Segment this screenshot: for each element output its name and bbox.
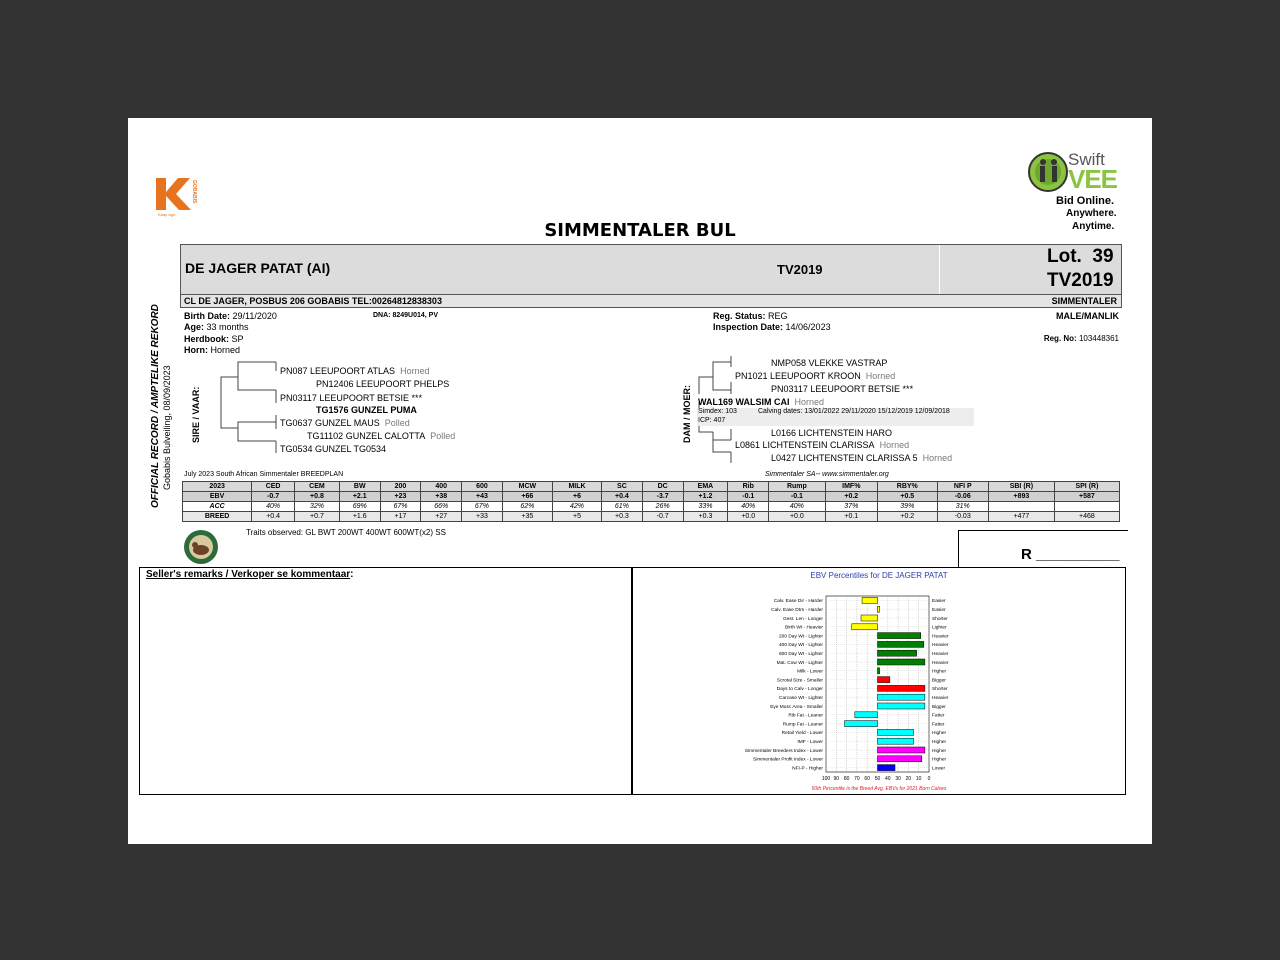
ebv-cell: +587 bbox=[1054, 492, 1119, 502]
society-seal-icon bbox=[183, 529, 219, 565]
ebv-cell: +1.2 bbox=[683, 492, 728, 502]
ebv-cell: 33% bbox=[683, 502, 728, 512]
percentile-bar bbox=[878, 606, 880, 612]
ebv-cell: -0.06 bbox=[937, 492, 988, 502]
ebv-cell: ACC bbox=[183, 502, 252, 512]
trait-label-left: Milk - Lower bbox=[797, 669, 823, 675]
ebv-cell: +0.0 bbox=[728, 512, 769, 522]
sire-sire: PN12406 LEEUPOORT PHELPS bbox=[316, 379, 450, 389]
trait-label-left: Calv. Ease Dtrs - Harder bbox=[771, 608, 823, 613]
sire-dam-sire: TG0637 GUNZEL MAUS Polled bbox=[280, 418, 410, 428]
trait-label-right: Lower bbox=[932, 766, 946, 772]
dam-label-wrap bbox=[682, 385, 696, 457]
percentile-bar bbox=[852, 624, 878, 630]
sire-dam: TG11102 GUNZEL CALOTTA Polled bbox=[307, 431, 456, 441]
swift-tagline-1: Bid Online. bbox=[1056, 195, 1115, 207]
ebv-cell: +38 bbox=[421, 492, 462, 502]
dam-dam-sire: L0166 LICHTENSTEIN HARO bbox=[771, 428, 893, 438]
ebv-cell: -0.1 bbox=[769, 492, 826, 502]
ebv-cell: +0.1 bbox=[825, 512, 877, 522]
swift-tagline-2: Anywhere. bbox=[1066, 208, 1117, 219]
ebv-accuracy-row bbox=[183, 502, 1120, 512]
trait-label-right: Shorter bbox=[932, 616, 948, 622]
ebv-cell: SBI (R) bbox=[988, 482, 1054, 492]
trait-label-right: Higher bbox=[932, 757, 947, 763]
ebv-cell: +43 bbox=[462, 492, 503, 502]
ebv-cell: 62% bbox=[502, 502, 552, 512]
trait-label-left: 400 Day Wt - Lighter bbox=[779, 643, 823, 649]
ebv-cell: MCW bbox=[502, 482, 552, 492]
trait-label-left: Simmentaler Profit Index - Lower bbox=[753, 757, 823, 763]
ebv-cell: 42% bbox=[552, 502, 601, 512]
x-tick-label: 80 bbox=[843, 776, 850, 782]
reg-number: Reg. No: 103448361 bbox=[1043, 334, 1119, 343]
ebv-cell: 2023 bbox=[183, 482, 252, 492]
trait-label-left: IMF - Lower bbox=[797, 740, 823, 745]
ebv-cell: 600 bbox=[462, 482, 503, 492]
trait-label-left: Rib Fat - Leaner bbox=[788, 713, 823, 719]
x-tick-label: 30 bbox=[895, 776, 901, 782]
trait-label-right: Bigger bbox=[932, 704, 946, 710]
ebv-cell: MILK bbox=[552, 482, 601, 492]
ebv-cell: -0.03 bbox=[937, 512, 988, 522]
ebv-cell: -0.7 bbox=[252, 492, 295, 502]
percentile-bar bbox=[878, 668, 880, 674]
icp: ICP: 407 bbox=[698, 417, 726, 424]
trait-label-right: Easier bbox=[932, 608, 946, 613]
trait-label-left: Simmentaler Breeders Index - Lower bbox=[744, 748, 823, 754]
ebv-cell: Rib bbox=[728, 482, 769, 492]
ebv-cell bbox=[1054, 502, 1119, 512]
ebv-cell: SPI (R) bbox=[1054, 482, 1119, 492]
x-tick-label: 20 bbox=[905, 776, 912, 782]
kaap-location: GOBABIS bbox=[191, 180, 197, 204]
dam-dam-dam: L0427 LICHTENSTEIN CLARISSA 5 Horned bbox=[771, 453, 953, 463]
percentile-bar bbox=[878, 747, 925, 753]
lot-number: 39 bbox=[1092, 246, 1114, 267]
ebv-cell: 40% bbox=[728, 502, 769, 512]
percentile-bar bbox=[845, 721, 878, 727]
percentile-bar bbox=[878, 703, 925, 709]
ebv-cell: +0.4 bbox=[252, 512, 295, 522]
ebv-cell: -3.7 bbox=[642, 492, 683, 502]
trait-label-right: Heavier bbox=[932, 643, 949, 649]
trait-label-left: Birth Wt - Heavier bbox=[785, 625, 823, 631]
dam-sire-dam: PN03117 LEEUPOORT BETSIE *** bbox=[771, 384, 914, 394]
swift-brand-top: Swift bbox=[1068, 150, 1105, 169]
ebv-cell: 66% bbox=[421, 502, 462, 512]
percentile-bar bbox=[878, 633, 921, 639]
percentile-bar bbox=[878, 738, 914, 744]
ebv-cell: +0.4 bbox=[602, 492, 643, 502]
r-box bbox=[958, 530, 1128, 568]
sire-sire-sire: PN087 LEEUPOORT ATLAS Horned bbox=[280, 366, 430, 376]
trait-label-right: Higher bbox=[932, 731, 947, 737]
animal-tattoo: TV2019 bbox=[777, 262, 823, 277]
percentile-bar bbox=[878, 677, 890, 683]
dam-sire: PN1021 LEEUPOORT KROON Horned bbox=[735, 371, 896, 381]
trait-label-right: Heavier bbox=[932, 652, 949, 657]
ebv-cell: CEM bbox=[295, 482, 340, 492]
ebv-cell: 26% bbox=[642, 502, 683, 512]
trait-label-left: Eye Musc Area - Smaller bbox=[770, 704, 823, 710]
official-record-page bbox=[128, 118, 1152, 844]
ebv-cell: BW bbox=[339, 482, 380, 492]
ebv-cell: 31% bbox=[937, 502, 988, 512]
x-tick-label: 40 bbox=[885, 776, 891, 782]
herdbook: Herdbook: SP bbox=[184, 334, 244, 344]
dam-sire-sire: NMP058 VLEKKE VASTRAP bbox=[771, 358, 888, 368]
dna: DNA: 8249U014, PV bbox=[373, 312, 438, 319]
ebv-cell: +0.3 bbox=[683, 512, 728, 522]
percentile-bar bbox=[878, 756, 922, 762]
ebv-cell: RBY% bbox=[877, 482, 937, 492]
reg-status: Reg. Status: REG bbox=[713, 311, 788, 321]
ebv-cell: +17 bbox=[380, 512, 421, 522]
ebv-cell: +0.2 bbox=[877, 512, 937, 522]
x-tick-label: 10 bbox=[915, 776, 922, 782]
trait-label-right: Lighter bbox=[932, 625, 947, 631]
trait-label-right: Higher bbox=[932, 740, 947, 745]
ebv-cell bbox=[988, 502, 1054, 512]
trait-label-left: Calv. Ease Dir - Harder bbox=[773, 599, 823, 605]
trait-label-left: Mat. Cow Wt - Lighter bbox=[776, 660, 823, 666]
ebv-header-row bbox=[183, 482, 1120, 492]
page-title: SIMMENTALER BUL bbox=[544, 220, 736, 241]
calving-dates: Calving dates: 13/01/2022 29/11/2020 15/12/2019 12/09/2018 bbox=[758, 408, 950, 415]
percentile-bar bbox=[855, 712, 878, 718]
trait-label-left: Retail Yield - Lower bbox=[781, 731, 823, 737]
sire-label-wrap bbox=[191, 386, 205, 457]
kaap-name: Kaap Agri bbox=[158, 212, 176, 217]
trait-label-left: Gest. Len - Longer bbox=[783, 616, 823, 622]
ebv-cell: +2.1 bbox=[339, 492, 380, 502]
ebv-cell: +477 bbox=[988, 512, 1054, 522]
ebv-cell: 69% bbox=[339, 502, 380, 512]
ebv-cell: +33 bbox=[462, 512, 503, 522]
ebv-cell: BREED bbox=[183, 512, 252, 522]
swift-tagline-3: Anytime. bbox=[1072, 221, 1115, 232]
trait-label-right: Heavier bbox=[932, 696, 949, 701]
ebv-cell: 61% bbox=[602, 502, 643, 512]
ebv-cell: Rump bbox=[769, 482, 826, 492]
ebv-cell: +0.7 bbox=[295, 512, 340, 522]
trait-label-right: Heavier bbox=[932, 660, 949, 666]
animal-name: DE JAGER PATAT (AI) bbox=[185, 260, 331, 276]
trait-label-left: 600 Day Wt - Lighter bbox=[779, 652, 823, 657]
ebv-cell: +0.2 bbox=[825, 492, 877, 502]
percentile-bar bbox=[878, 641, 924, 647]
ebv-cell: -0.1 bbox=[728, 492, 769, 502]
ebv-cell: 32% bbox=[295, 502, 340, 512]
society-note: Simmentaler SA-- www.simmentaler.org bbox=[765, 471, 889, 478]
ebv-cell: 67% bbox=[380, 502, 421, 512]
percentile-bar bbox=[861, 615, 877, 621]
ebv-cell: -0.7 bbox=[642, 512, 683, 522]
ebv-cell: +5 bbox=[552, 512, 601, 522]
trait-label-left: Scrotal Size - Smaller bbox=[776, 678, 823, 684]
sire-label: SIRE / VAAR: bbox=[191, 386, 201, 443]
ebv-cell: NFI P bbox=[937, 482, 988, 492]
x-tick-label: 100 bbox=[821, 776, 831, 782]
breedplan-note: July 2023 South African Simmentaler BREEDPLAN bbox=[184, 471, 344, 478]
age: Age: 33 months bbox=[184, 322, 249, 332]
official-record-text: OFFICIAL RECORD / AMPTELIKE REKORD bbox=[150, 304, 161, 508]
ebv-cell: 40% bbox=[769, 502, 826, 512]
trait-label-left: NFI-P - Higher bbox=[792, 766, 823, 772]
traits-observed: Traits observed: GL BWT 200WT 400WT 600WT(x2) SS bbox=[246, 528, 446, 537]
ebv-cell: +35 bbox=[502, 512, 552, 522]
ebv-cell: SC bbox=[602, 482, 643, 492]
auction-date-text: Gobabis Bulveiling, 08/09/2023 bbox=[162, 365, 172, 490]
inspection-date: Inspection Date: 14/06/2023 bbox=[713, 322, 831, 332]
ebv-cell: 39% bbox=[877, 502, 937, 512]
trait-label-right: Fatter bbox=[932, 722, 945, 728]
ebv-cell: DC bbox=[642, 482, 683, 492]
birth-date: Birth Date: 29/11/2020 bbox=[184, 311, 277, 321]
ebv-cell: 400 bbox=[421, 482, 462, 492]
trait-label-right: Heavier bbox=[932, 634, 949, 640]
ebv-cell: +468 bbox=[1054, 512, 1119, 522]
ebv-breed-avg-row bbox=[183, 512, 1120, 522]
ebv-table bbox=[182, 481, 1120, 522]
ebv-cell: +0.5 bbox=[877, 492, 937, 502]
ebv-cell: +66 bbox=[502, 492, 552, 502]
percentile-bar bbox=[878, 694, 925, 700]
trait-label-left: 200 Day Wt - Lighter bbox=[779, 634, 823, 640]
breed-text: SIMMENTALER bbox=[1051, 296, 1117, 306]
trait-label-right: Higher bbox=[932, 748, 947, 754]
trait-label-right: Bigger bbox=[932, 678, 946, 684]
x-tick-label: 50 bbox=[874, 776, 881, 782]
ebv-cell: 37% bbox=[825, 502, 877, 512]
trait-label-left: Days to Calv - Longer bbox=[776, 687, 823, 693]
ebv-cell: +6 bbox=[552, 492, 601, 502]
ebv-cell: +893 bbox=[988, 492, 1054, 502]
ebv-cell: +23 bbox=[380, 492, 421, 502]
percentile-bar bbox=[878, 765, 896, 771]
swift-brand-bottom: VEE bbox=[1068, 164, 1118, 194]
dam: WAL169 WALSIM CAI Horned bbox=[698, 397, 825, 407]
trait-label-left: Carcase Wt - Lighter bbox=[779, 696, 823, 701]
sire-sire-dam: PN03117 LEEUPOORT BETSIE *** bbox=[280, 393, 423, 403]
ebv-cell: +0.8 bbox=[295, 492, 340, 502]
trait-label-right: Fatter bbox=[932, 713, 945, 719]
ebv-cell: 200 bbox=[380, 482, 421, 492]
trait-label-right: Easier bbox=[932, 599, 946, 605]
horn-status: Horn: Horned bbox=[184, 345, 241, 355]
ebv-cell: EMA bbox=[683, 482, 728, 492]
trait-label-left: Rump Fat - Leaner bbox=[782, 722, 823, 728]
percentile-bar bbox=[862, 597, 877, 603]
dam-label: DAM / MOER: bbox=[682, 385, 692, 443]
simdex: Simdex: 103 bbox=[698, 408, 737, 415]
x-tick-label: 90 bbox=[833, 776, 840, 782]
r-label: R __________ bbox=[1021, 546, 1120, 563]
trait-label-right: Higher bbox=[932, 669, 947, 675]
ebv-percentile-chart-box bbox=[632, 567, 1126, 795]
ebv-cell: +27 bbox=[421, 512, 462, 522]
sire-dam-dam: TG0534 GUNZEL TG0534 bbox=[280, 444, 387, 454]
lot-label: Lot. 39 bbox=[1047, 246, 1114, 267]
dam-dam: L0861 LICHTENSTEIN CLARISSA Horned bbox=[735, 440, 910, 450]
remarks-heading: Seller's remarks / Verkoper se kommentaar: bbox=[146, 569, 354, 580]
ebv-cell: EBV bbox=[183, 492, 252, 502]
chart-footnote: 50th Percentile is the Breed Avg. EBVs for 2021 Born Calves bbox=[811, 786, 947, 792]
ebv-cell: +1.6 bbox=[339, 512, 380, 522]
x-tick-label: 0 bbox=[927, 776, 931, 782]
ebv-cell: IMF% bbox=[825, 482, 877, 492]
x-tick-label: 60 bbox=[864, 776, 870, 782]
x-tick-label: 70 bbox=[854, 776, 860, 782]
sire: TG1576 GUNZEL PUMA bbox=[316, 405, 417, 415]
ebv-cell: +0.3 bbox=[602, 512, 643, 522]
ebv-cell: 67% bbox=[462, 502, 503, 512]
lot-tattoo: TV2019 bbox=[1047, 270, 1114, 291]
owner-text: CL DE JAGER, POSBUS 206 GOBABIS TEL:00264812838303 bbox=[184, 296, 442, 306]
percentile-bar bbox=[878, 650, 917, 656]
percentile-bar bbox=[878, 729, 914, 735]
chart-title: EBV Percentiles for DE JAGER PATAT bbox=[810, 571, 948, 580]
dam-performance-box bbox=[697, 408, 974, 426]
trait-label-right: Shorter bbox=[932, 687, 948, 693]
percentile-bar bbox=[878, 685, 925, 691]
ebv-cell: +0.0 bbox=[769, 512, 826, 522]
ebv-values-row bbox=[183, 492, 1120, 502]
ebv-cell: CED bbox=[252, 482, 295, 492]
sellers-remarks-box[interactable] bbox=[139, 567, 632, 795]
sex: MALE/MANLIK bbox=[1056, 311, 1119, 321]
ebv-percentile-chart bbox=[633, 568, 1125, 794]
ebv-cell: 40% bbox=[252, 502, 295, 512]
percentile-bar bbox=[878, 659, 925, 665]
